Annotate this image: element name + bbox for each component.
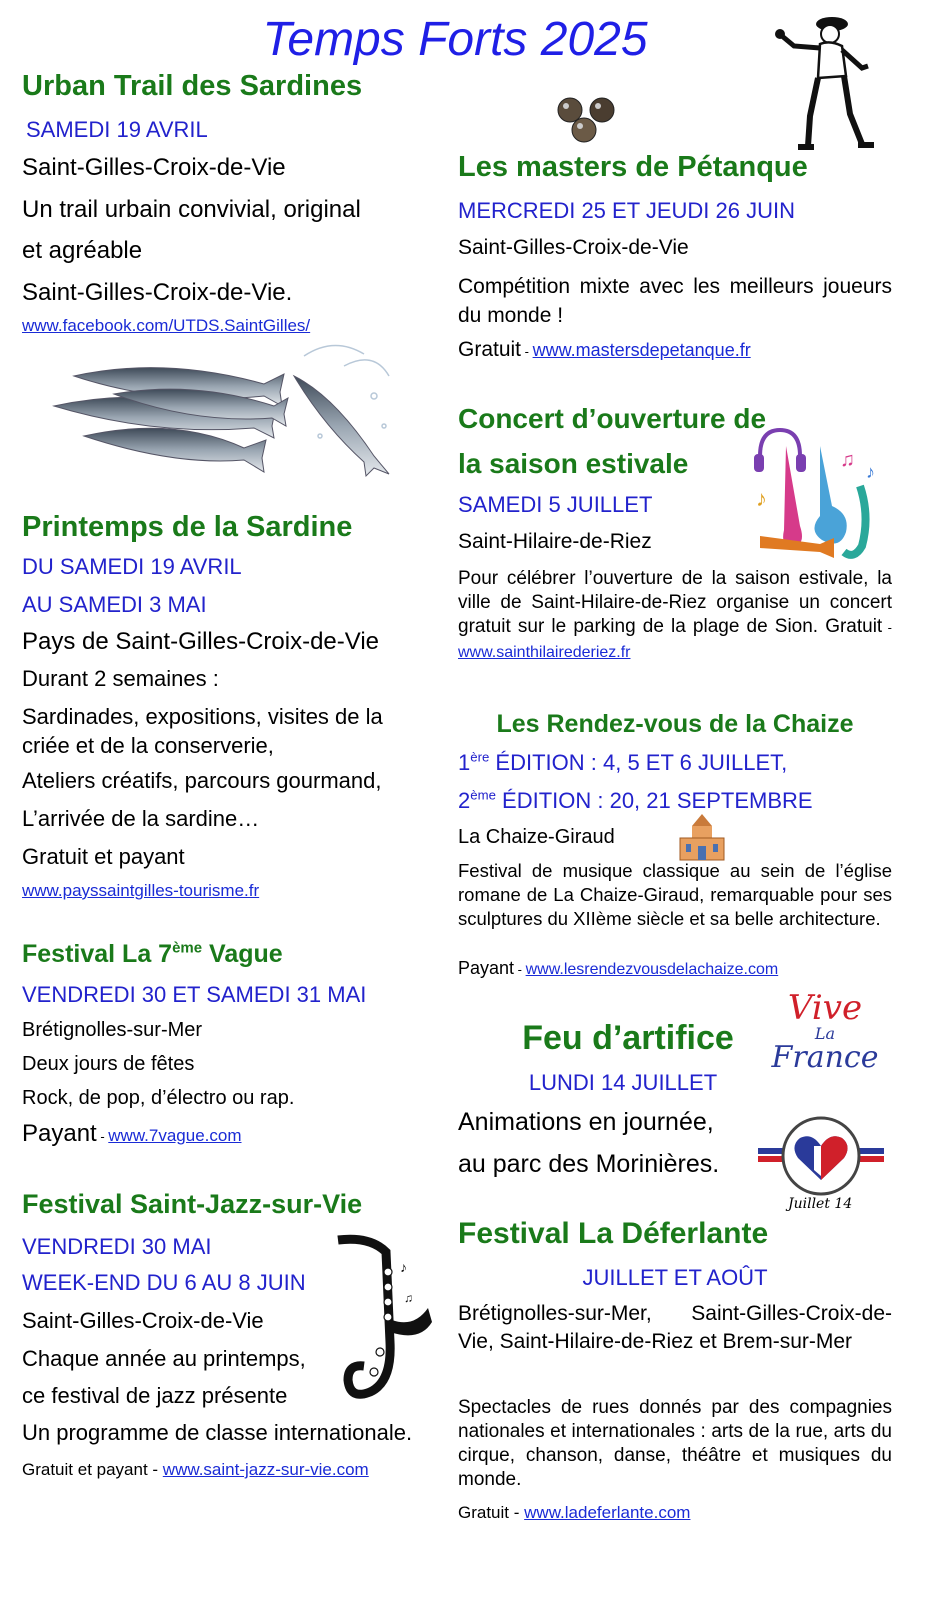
printemps-line: Durant 2 semaines : <box>22 666 219 691</box>
church-icon <box>678 812 726 862</box>
petanque-place: Saint-Gilles-Croix-de-Vie <box>458 236 689 259</box>
jazz-line: Saint-Gilles-Croix-de-Vie <box>22 1308 264 1333</box>
chaize-edition: 1ère ÉDITION : 4, 5 ET 6 JUILLET, <box>458 749 788 775</box>
chaize-place: La Chaize-Giraud <box>458 826 615 848</box>
jazz-price-row: Gratuit et payant - www.saint-jazz-sur-vie.com <box>22 1460 369 1479</box>
deferlante-places: Brétignolles-sur-Mer, Saint-Gilles-Croix-de-Vie, Saint-Hilaire-de-Riez et Brem-sur-Mer <box>458 1302 892 1353</box>
urban-trail-heading: Urban Trail des Sardines <box>22 70 363 102</box>
chaize-heading: Les Rendez-vous de la Chaize <box>496 710 854 738</box>
deferlante-heading: Festival La Déferlante <box>458 1217 769 1250</box>
deferlante-date: JUILLET ET AOÛT <box>582 1265 768 1290</box>
printemps-date: AU SAMEDI 3 MAI <box>22 592 207 617</box>
printemps-line: Sardinades, expositions, visites de la <box>22 704 383 729</box>
juillet-14-label: Juillet 14 <box>788 1196 853 1212</box>
printemps-line: Pays de Saint-Gilles-Croix-de-Vie <box>22 628 380 655</box>
jazz-line: Un programme de classe internationale. <box>22 1420 413 1445</box>
svg-text:♪: ♪ <box>756 486 767 511</box>
jazz-line: Chaque année au printemps, <box>22 1346 306 1371</box>
petanque-link[interactable]: www.mastersdepetanque.fr <box>532 340 751 360</box>
jazz-date: WEEK-END DU 6 AU 8 JUIN <box>22 1270 306 1295</box>
feu-heading: Feu d’artifice <box>522 1019 734 1057</box>
jazz-link[interactable]: www.saint-jazz-sur-vie.com <box>162 1460 369 1479</box>
printemps-line: L’arrivée de la sardine… <box>22 806 260 831</box>
sardines-icon <box>44 336 394 486</box>
chaize-price-row: Payant - www.lesrendezvousdelachaize.com <box>458 958 779 978</box>
feu-line: au parc des Morinières. <box>458 1150 720 1178</box>
chaize-edition: 2ème ÉDITION : 20, 21 SEPTEMBRE <box>458 787 813 813</box>
concert-heading: Concert d’ouverture de <box>458 403 767 434</box>
deferlante-link[interactable]: www.ladeferlante.com <box>524 1503 691 1522</box>
svg-text:♫: ♫ <box>404 1291 413 1305</box>
printemps-heading: Printemps de la Sardine <box>22 511 353 543</box>
vague-line: Deux jours de fêtes <box>22 1053 195 1075</box>
music-instruments-icon <box>750 426 890 566</box>
concert-place: Saint-Hilaire-de-Riez <box>458 530 652 553</box>
feu-line: Animations en journée, <box>458 1108 714 1136</box>
urban-trail-line: Saint-Gilles-Croix-de-Vie <box>22 154 286 181</box>
svg-text:♫: ♫ <box>840 449 855 471</box>
jazz-heading: Festival Saint-Jazz-sur-Vie <box>22 1189 363 1219</box>
urban-trail-line: Un trail urbain convivial, original <box>22 196 361 223</box>
deferlante-desc: Spectacles de rues donnés par des compagnies nationales et internationales : arts de la rue, arts du cirque, chanson, danse, théâtre et musiques du monde. <box>458 1397 892 1490</box>
svg-text:♪: ♪ <box>866 462 875 482</box>
deferlante-price-row: Gratuit - www.ladeferlante.com <box>458 1503 691 1522</box>
petanque-heading: Les masters de Pétanque <box>458 151 808 183</box>
concert-date: SAMEDI 5 JUILLET <box>458 492 653 517</box>
svg-text:♪: ♪ <box>400 1259 407 1275</box>
feu-date: LUNDI 14 JUILLET <box>528 1070 718 1095</box>
jazz-line: ce festival de jazz présente <box>22 1383 288 1408</box>
petanque-desc: Compétition mixte avec les meilleurs joueurs du monde ! <box>458 275 892 327</box>
chaize-desc: Festival de musique classique au sein de l’église romane de La Chaize-Giraud, remarquable pour ses sculptures du XIIème siècle et sa belle architecture. <box>458 860 892 929</box>
printemps-line: Gratuit et payant <box>22 844 185 869</box>
petanque-balls-icon <box>556 88 618 146</box>
vague-price-row: Payant - www.7vague.com <box>22 1120 242 1147</box>
chaize-link[interactable]: www.lesrendezvousdelachaize.com <box>525 961 779 978</box>
printemps-date: DU SAMEDI 19 AVRIL <box>22 554 242 579</box>
vague-line: Brétignolles-sur-Mer <box>22 1019 203 1041</box>
saxophone-icon <box>330 1232 440 1412</box>
concert-desc: Pour célébrer l’ouverture de la saison estivale, la ville de Saint-Hilaire-de-Riez organise un concert gratuit sur le parking de la plage de Sion. Gratuit - www.sainthilairederiez.fr <box>458 568 892 661</box>
concert-heading: la saison estivale <box>458 448 689 479</box>
urban-trail-date: SAMEDI 19 AVRIL <box>26 117 208 142</box>
urban-trail-line: et agréable <box>22 237 143 264</box>
vague-heading: Festival La 7ème Vague <box>22 939 283 968</box>
printemps-line: criée et de la conserverie, <box>22 733 274 758</box>
concert-link[interactable]: www.sainthilairederiez.fr <box>458 644 631 661</box>
vague-date: VENDREDI 30 ET SAMEDI 31 MAI <box>22 982 367 1007</box>
jazz-date: VENDREDI 30 MAI <box>22 1234 212 1259</box>
petanque-player-icon <box>770 6 880 156</box>
vive-la-france-badge: Vive La France <box>771 988 879 1075</box>
page-title: Temps Forts 2025 <box>262 13 648 66</box>
petanque-date: MERCREDI 25 ET JEUDI 26 JUIN <box>458 198 796 223</box>
urban-trail-link[interactable]: www.facebook.com/UTDS.SaintGilles/ <box>22 316 311 335</box>
vague-link[interactable]: www.7vague.com <box>108 1126 242 1145</box>
vague-line: Rock, de pop, d’électro ou rap. <box>22 1087 295 1109</box>
printemps-line: Ateliers créatifs, parcours gourmand, <box>22 768 382 793</box>
urban-trail-line: Saint-Gilles-Croix-de-Vie. <box>22 279 293 306</box>
printemps-link[interactable]: www.payssaintgilles-tourisme.fr <box>22 881 260 900</box>
petanque-price-row: Gratuit - www.mastersdepetanque.fr <box>458 338 751 361</box>
